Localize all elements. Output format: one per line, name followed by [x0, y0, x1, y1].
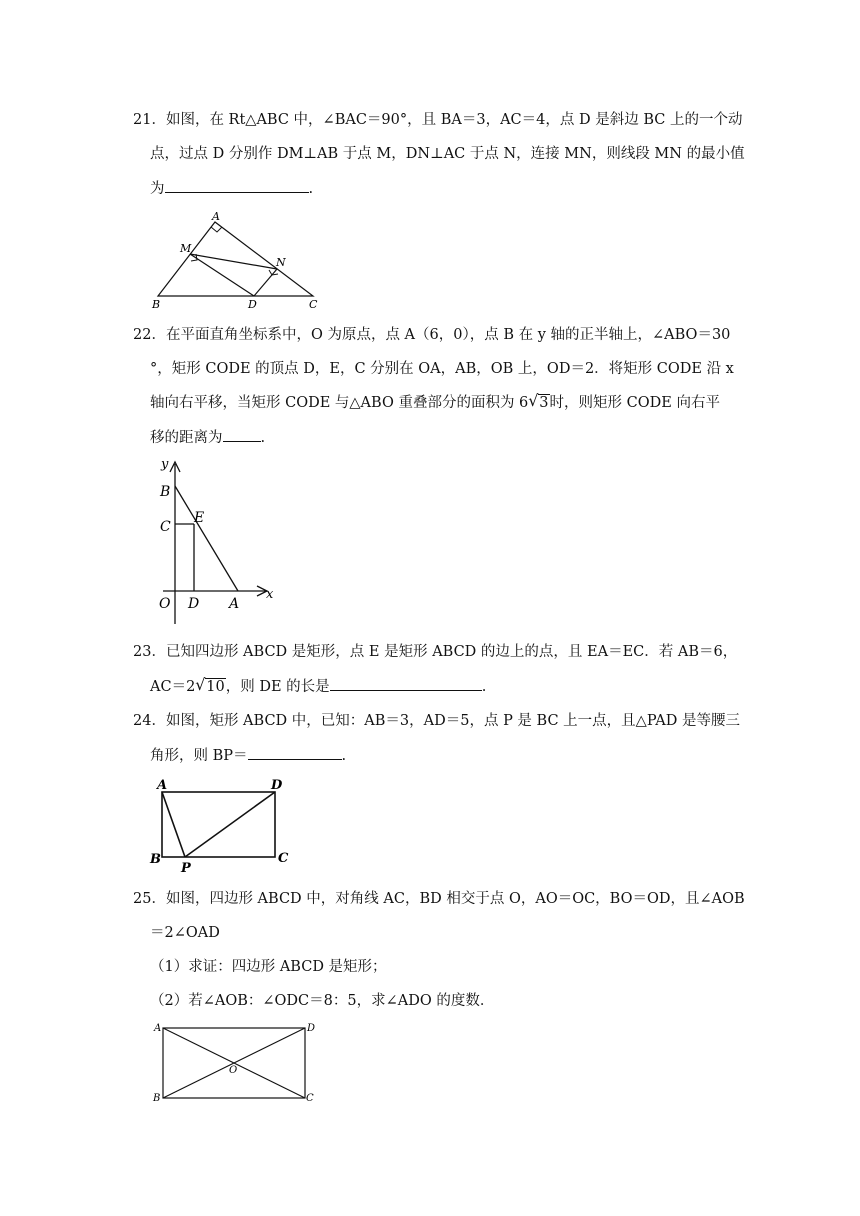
- q23-line-1: 23．已知四边形 ABCD 是矩形，点 E 是矩形 ABCD 的边上的点，且 EA＝EC．若 AB＝6，: [133, 644, 738, 660]
- q25-label-A: A: [154, 1023, 162, 1034]
- q21-line-1: 21．如图，在 Rt△ABC 中，∠BAC＝90°，且 BA＝3，AC＝4，点 D 是斜边 BC 上的一个动: [133, 112, 743, 128]
- q22-line-4-suffix: .: [260, 430, 266, 446]
- q23-line-2: [150, 676, 486, 697]
- q24-line-2-suffix: .: [341, 748, 347, 764]
- q22-figure: [155, 458, 285, 626]
- q25-line-1: 25．如图，四边形 ABCD 中，对角线 AC，BD 相交于点 O，AO＝OC，BO＝OD，且∠AOB: [133, 891, 745, 907]
- q25-label-D: D: [307, 1023, 316, 1034]
- q24-line-2-prefix: 角形，则 BP＝: [150, 748, 248, 764]
- q21-label-D: D: [248, 298, 257, 311]
- q22-label-x: x: [266, 587, 274, 602]
- q24-label-C: C: [278, 851, 289, 866]
- q21-label-M: M: [180, 242, 192, 255]
- q22-sqrt: √ 3: [528, 391, 549, 411]
- q24-line-2: [150, 745, 346, 766]
- q21-line-3-prefix: 为: [150, 181, 165, 197]
- q25-line-2: ＝2∠OAD: [150, 925, 220, 941]
- q22-label-D: D: [188, 596, 200, 612]
- q25-part-1: （1）求证：四边形 ABCD 是矩形；: [150, 959, 387, 975]
- q23-line-2-suffix: .: [481, 679, 487, 695]
- q24-label-D: D: [271, 778, 283, 793]
- q25-label-B: B: [153, 1093, 161, 1104]
- q22-sqrt-value: 3: [539, 395, 549, 411]
- q24-figure: [150, 775, 300, 875]
- q23-answer-blank[interactable]: [330, 676, 482, 691]
- q22-line-3-prefix: 轴向右平移，当矩形 CODE 与△ABO 重叠部分的面积为 6: [150, 395, 529, 411]
- q22-answer-blank[interactable]: [223, 427, 261, 442]
- q21-figure: [150, 208, 330, 312]
- q21-line-3-suffix: .: [308, 181, 314, 197]
- q22-line-4-prefix: 移的距离为: [150, 430, 223, 446]
- q23-line-2-prefix: AC＝2: [150, 679, 196, 695]
- q24-answer-blank[interactable]: [248, 745, 342, 760]
- q22-label-O: O: [159, 596, 171, 612]
- q21-answer-blank[interactable]: [165, 178, 309, 193]
- q25-part-2: （2）若∠AOB：∠ODC＝8：5，求∠ADO 的度数．: [150, 993, 495, 1009]
- q22-line-3: [150, 393, 720, 413]
- q22-line-3-suffix: 时，则矩形 CODE 向右平: [549, 395, 720, 411]
- q21-line-2: 点，过点 D 分别作 DM⊥AB 于点 M，DN⊥AC 于点 N，连接 MN，则线段 MN 的最小值: [150, 146, 745, 162]
- q24-label-A: A: [157, 778, 168, 793]
- q22-line-1: 22．在平面直角坐标系中，O 为原点，点 A（6，0），点 B 在 y 轴的正半轴上，∠ABO＝30: [133, 327, 731, 343]
- q21-label-C: C: [309, 298, 318, 311]
- q25-figure: [150, 1020, 320, 1106]
- q21-label-A: A: [212, 210, 220, 223]
- q22-line-2: °，矩形 CODE 的顶点 D，E，C 分别在 OA，AB，OB 上，OD＝2．将矩形 CODE 沿 x: [150, 361, 734, 377]
- q23-line-2-mid: ，则 DE 的长是: [225, 679, 330, 695]
- q22-label-y: y: [161, 457, 169, 472]
- q25-label-O: O: [229, 1065, 238, 1076]
- q22-label-A: A: [229, 596, 240, 612]
- q22-line-4: [150, 427, 265, 448]
- q22-label-E: E: [194, 510, 205, 526]
- q21-label-N: N: [276, 256, 286, 269]
- q24-label-B: B: [150, 852, 161, 867]
- q21-label-B: B: [152, 298, 161, 311]
- q22-label-B: B: [160, 484, 171, 500]
- q23-sqrt-value: 10: [206, 679, 225, 695]
- q21-line-3: [150, 178, 313, 199]
- q25-label-C: C: [306, 1093, 314, 1104]
- q24-line-1: 24．如图，矩形 ABCD 中，已知：AB＝3，AD＝5，点 P 是 BC 上一点，且△PAD 是等腰三: [133, 713, 740, 729]
- q22-label-C: C: [160, 519, 171, 535]
- q24-label-P: P: [181, 861, 191, 876]
- q23-sqrt: √ 10: [195, 675, 225, 695]
